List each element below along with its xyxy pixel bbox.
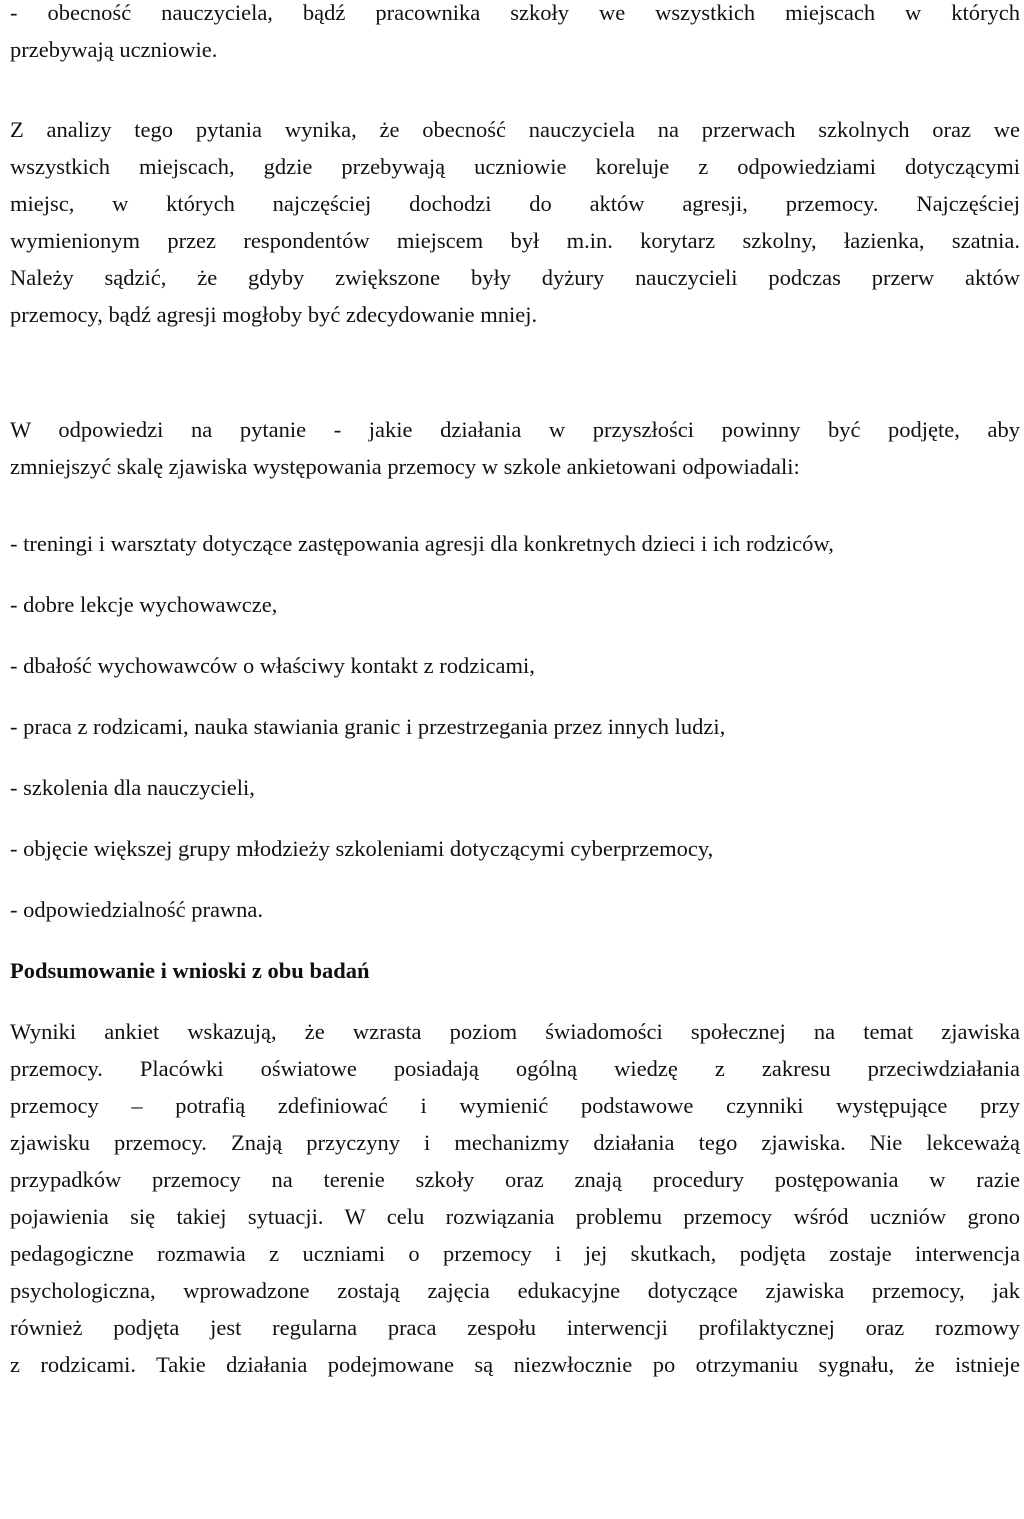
text-line: miejsc, w których najczęściej dochodzi do aktów agresji, przemocy. Najczęściej xyxy=(10,191,1020,216)
text-line: przemocy, bądź agresji mogłoby być zdecydowanie mniej. xyxy=(10,302,538,327)
text-line: zjawisku przemocy. Znają przyczyny i mechanizmy działania tego zjawiska. Nie lekceważą xyxy=(10,1130,1020,1155)
text-line: psychologiczna, wprowadzone zostają zajęcia edukacyjne dotyczące zjawiska przemocy, jak xyxy=(10,1278,1020,1303)
text-line: - obecność nauczyciela, bądź pracownika szkoły we wszystkich miejscach w których xyxy=(10,0,1020,25)
heading-text: Podsumowanie i wnioski z obu badań xyxy=(10,958,370,983)
analysis-paragraph xyxy=(10,111,1020,333)
text-line: wszystkich miejscach, gdzie przebywają uczniowie koreluje z odpowiedziami dotyczącymi xyxy=(10,154,1020,179)
text-line: przemocy. Placówki oświatowe posiadają ogólną wiedzę z zakresu przeciwdziałania xyxy=(10,1056,1020,1081)
text-line: zmniejszyć skalę zjawiska występowania przemocy w szkole ankietowani odpowiadali: xyxy=(10,454,800,479)
text-line: Z analizy tego pytania wynika, że obecność nauczyciela na przerwach szkolnych oraz we xyxy=(10,117,1020,142)
list-item: - odpowiedzialność prawna. xyxy=(10,897,264,922)
text-line: pedagogiczne rozmawia z uczniami o przemocy i jej skutkach, podjęta zostaje interwencja xyxy=(10,1241,1020,1266)
question-paragraph xyxy=(10,411,1020,485)
answer-list-item xyxy=(10,830,1020,867)
text-line: również podjęta jest regularna praca zespołu interwencji profilaktycznej oraz rozmowy xyxy=(10,1315,1020,1340)
text-line: przypadków przemocy na terenie szkoły oraz znają procedury postępowania w razie xyxy=(10,1167,1020,1192)
section-heading xyxy=(10,952,1020,989)
text-line: Należy sądzić, że gdyby zwiększone były dyżury nauczycieli podczas przerw aktów xyxy=(10,265,1020,290)
text-line: z rodzicami. Takie działania podejmowane są niezwłocznie po otrzymaniu sygnału, że istnieje xyxy=(10,1352,1020,1377)
answer-list-item xyxy=(10,891,1020,928)
text-line: W odpowiedzi na pytanie - jakie działania w przyszłości powinny być podjęte, aby xyxy=(10,417,1020,442)
answer-list-item xyxy=(10,769,1020,806)
text-line: pojawienia się takiej sytuacji. W celu rozwiązania problemu przemocy wśród uczniów grono xyxy=(10,1204,1020,1229)
answer-list-item xyxy=(10,586,1020,623)
intro-list-item xyxy=(10,0,1020,68)
text-line: przemocy – potrafią zdefiniować i wymienić podstawowe czynniki występujące przy xyxy=(10,1093,1020,1118)
text-line: Wyniki ankiet wskazują, że wzrasta poziom świadomości społecznej na temat zjawiska xyxy=(10,1019,1020,1044)
list-item: - dobre lekcje wychowawcze, xyxy=(10,592,278,617)
answer-list-item xyxy=(10,708,1020,745)
list-item: - praca z rodzicami, nauka stawiania granic i przestrzegania przez innych ludzi, xyxy=(10,714,726,739)
list-item: - dbałość wychowawców o właściwy kontakt z rodzicami, xyxy=(10,653,535,678)
text-line: przebywają uczniowie. xyxy=(10,37,218,62)
answer-list-item xyxy=(10,647,1020,684)
summary-paragraph xyxy=(10,1013,1020,1383)
answer-list-item xyxy=(10,525,1020,562)
list-item: - treningi i warsztaty dotyczące zastępowania agresji dla konkretnych dzieci i ich rodziców, xyxy=(10,531,834,556)
list-item: - objęcie większej grupy młodzieży szkoleniami dotyczącymi cyberprzemocy, xyxy=(10,836,714,861)
text-line: wymienionym przez respondentów miejscem był m.in. korytarz szkolny, łazienka, szatnia. xyxy=(10,228,1020,253)
list-item: - szkolenia dla nauczycieli, xyxy=(10,775,255,800)
